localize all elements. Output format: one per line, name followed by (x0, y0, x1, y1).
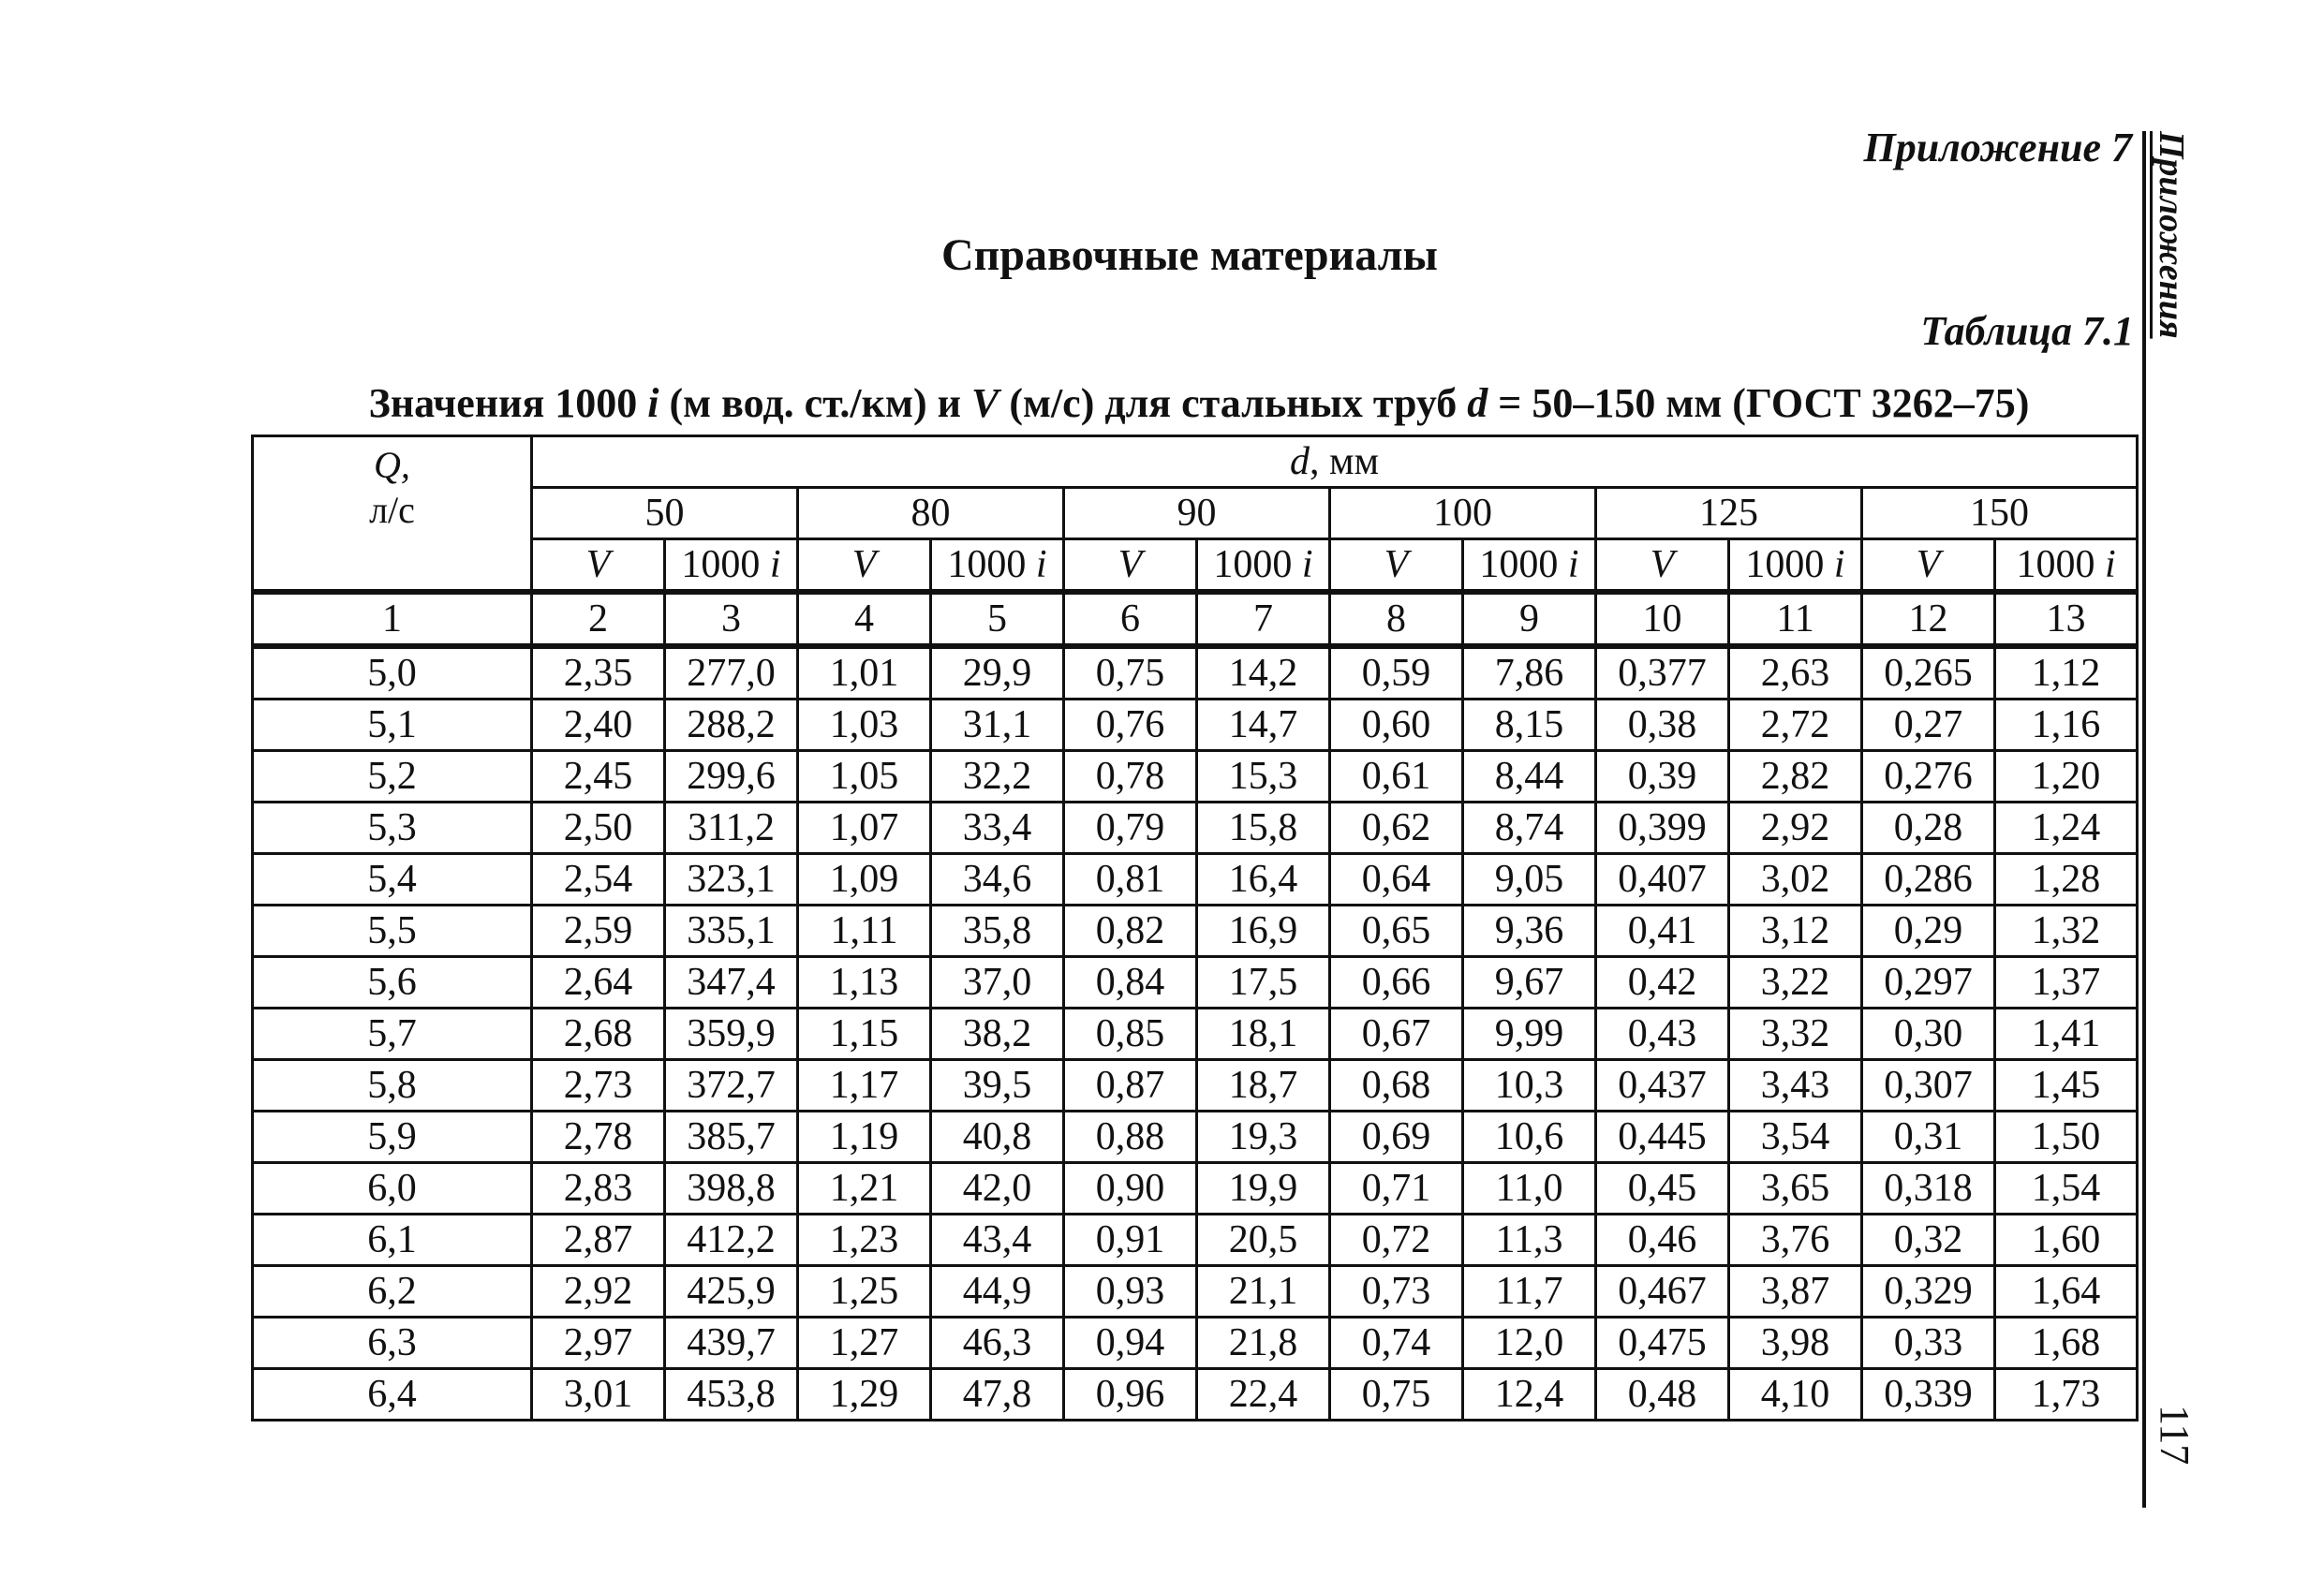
velocity-header: V (1862, 539, 1995, 593)
table-cell: 1,17 (798, 1060, 931, 1112)
table-cell: 0,265 (1862, 646, 1995, 700)
table-cell: 0,28 (1862, 803, 1995, 854)
caption-d-symbol: d (1467, 380, 1488, 426)
table-cell: 0,45 (1596, 1163, 1729, 1215)
table-row (253, 1369, 2138, 1421)
table-row (253, 1163, 2138, 1215)
table-cell: 0,339 (1862, 1369, 1995, 1421)
table-cell: 372,7 (665, 1060, 798, 1112)
table-cell: 1,32 (1995, 906, 2138, 957)
table-row (253, 1266, 2138, 1318)
column-number: 4 (798, 592, 931, 646)
table-cell: 0,297 (1862, 957, 1995, 1009)
table-cell: 12,4 (1463, 1369, 1596, 1421)
table-cell: 425,9 (665, 1266, 798, 1318)
table-cell: 1,37 (1995, 957, 2138, 1009)
table-cell: 1,21 (798, 1163, 931, 1215)
column-number: 1 (253, 592, 532, 646)
table-cell: 2,78 (532, 1112, 665, 1163)
table-cell: 0,27 (1862, 700, 1995, 751)
table-cell: 0,59 (1330, 646, 1463, 700)
flow-rate-cell: 5,8 (253, 1060, 532, 1112)
table-cell: 1,12 (1995, 646, 2138, 700)
table-cell: 0,42 (1596, 957, 1729, 1009)
head-loss-header: 1000 i (1729, 539, 1862, 593)
table-cell: 47,8 (931, 1369, 1064, 1421)
table-cell: 1,16 (1995, 700, 2138, 751)
table-row (253, 906, 2138, 957)
table-cell: 2,40 (532, 700, 665, 751)
table-cell: 16,9 (1197, 906, 1330, 957)
table-row (253, 1009, 2138, 1060)
table-cell: 299,6 (665, 751, 798, 803)
table-cell: 9,36 (1463, 906, 1596, 957)
flow-rate-cell: 6,0 (253, 1163, 532, 1215)
table-cell: 0,82 (1064, 906, 1197, 957)
table-cell: 0,445 (1596, 1112, 1729, 1163)
table-cell: 0,90 (1064, 1163, 1197, 1215)
table-cell: 0,62 (1330, 803, 1463, 854)
table-cell: 3,54 (1729, 1112, 1862, 1163)
table-cell: 18,7 (1197, 1060, 1330, 1112)
table-row (253, 1112, 2138, 1163)
q-symbol: Q, (374, 444, 410, 486)
table-cell: 2,68 (532, 1009, 665, 1060)
table-cell: 1,01 (798, 646, 931, 700)
head-loss-header: 1000 i (665, 539, 798, 593)
table-cell: 39,5 (931, 1060, 1064, 1112)
table-cell: 0,43 (1596, 1009, 1729, 1060)
table-cell: 17,5 (1197, 957, 1330, 1009)
table-cell: 0,78 (1064, 751, 1197, 803)
table-cell: 33,4 (931, 803, 1064, 854)
flow-rate-cell: 5,1 (253, 700, 532, 751)
table-cell: 15,8 (1197, 803, 1330, 854)
table-label: Таблица 7.1 (1920, 308, 2134, 354)
table-cell: 0,318 (1862, 1163, 1995, 1215)
table-cell: 3,87 (1729, 1266, 1862, 1318)
table-cell: 0,467 (1596, 1266, 1729, 1318)
table-cell: 0,60 (1330, 700, 1463, 751)
column-number: 6 (1064, 592, 1197, 646)
table-cell: 0,307 (1862, 1060, 1995, 1112)
table-cell: 1,50 (1995, 1112, 2138, 1163)
table-cell: 1,05 (798, 751, 931, 803)
table-cell: 2,64 (532, 957, 665, 1009)
table-cell: 3,65 (1729, 1163, 1862, 1215)
head-loss-header: 1000 i (1463, 539, 1596, 593)
flow-rate-cell: 6,4 (253, 1369, 532, 1421)
table-cell: 1,28 (1995, 854, 2138, 906)
table-row (253, 646, 2138, 700)
table-cell: 0,68 (1330, 1060, 1463, 1112)
table-cell: 12,0 (1463, 1318, 1596, 1369)
table-row (253, 700, 2138, 751)
column-number: 2 (532, 592, 665, 646)
table-cell: 1,60 (1995, 1215, 2138, 1266)
table-cell: 1,73 (1995, 1369, 2138, 1421)
flow-rate-cell: 5,6 (253, 957, 532, 1009)
table-cell: 2,83 (532, 1163, 665, 1215)
table-cell: 2,92 (532, 1266, 665, 1318)
table-cell: 20,5 (1197, 1215, 1330, 1266)
head-loss-header: 1000 i (931, 539, 1064, 593)
table-cell: 0,30 (1862, 1009, 1995, 1060)
table-cell: 2,50 (532, 803, 665, 854)
table-cell: 42,0 (931, 1163, 1064, 1215)
table-cell: 1,41 (1995, 1009, 2138, 1060)
table-caption (337, 379, 2061, 427)
table-cell: 35,8 (931, 906, 1064, 957)
table-cell: 9,05 (1463, 854, 1596, 906)
table-cell: 0,81 (1064, 854, 1197, 906)
table-cell: 16,4 (1197, 854, 1330, 906)
table-cell: 1,20 (1995, 751, 2138, 803)
table-cell: 1,09 (798, 854, 931, 906)
table-cell: 359,9 (665, 1009, 798, 1060)
table-cell: 0,276 (1862, 751, 1995, 803)
table-cell: 38,2 (931, 1009, 1064, 1060)
table-cell: 3,98 (1729, 1318, 1862, 1369)
table-cell: 1,29 (798, 1369, 931, 1421)
table-cell: 21,1 (1197, 1266, 1330, 1318)
table-cell: 0,39 (1596, 751, 1729, 803)
table-cell: 18,1 (1197, 1009, 1330, 1060)
table-cell: 1,19 (798, 1112, 931, 1163)
flow-rate-cell: 6,3 (253, 1318, 532, 1369)
table-cell: 1,64 (1995, 1266, 2138, 1318)
table-row (253, 854, 2138, 906)
table-cell: 3,12 (1729, 906, 1862, 957)
table-cell: 0,66 (1330, 957, 1463, 1009)
table-cell: 0,74 (1330, 1318, 1463, 1369)
table-cell: 14,7 (1197, 700, 1330, 751)
caption-part: (м вод. ст./км) и (659, 380, 971, 426)
table-cell: 1,45 (1995, 1060, 2138, 1112)
table-cell: 1,23 (798, 1215, 931, 1266)
table-cell: 11,7 (1463, 1266, 1596, 1318)
table-cell: 22,4 (1197, 1369, 1330, 1421)
flow-rate-cell: 5,7 (253, 1009, 532, 1060)
table-cell: 0,32 (1862, 1215, 1995, 1266)
flow-rate-cell: 5,5 (253, 906, 532, 957)
caption-i-symbol: i (647, 380, 659, 426)
table-cell: 3,32 (1729, 1009, 1862, 1060)
table-cell: 0,88 (1064, 1112, 1197, 1163)
table-cell: 0,96 (1064, 1369, 1197, 1421)
column-number: 3 (665, 592, 798, 646)
table-cell: 0,399 (1596, 803, 1729, 854)
table-cell: 34,6 (931, 854, 1064, 906)
column-number: 10 (1596, 592, 1729, 646)
table-cell: 8,44 (1463, 751, 1596, 803)
table-cell: 2,72 (1729, 700, 1862, 751)
table-cell: 0,329 (1862, 1266, 1995, 1318)
table-cell: 0,91 (1064, 1215, 1197, 1266)
table-cell: 0,84 (1064, 957, 1197, 1009)
section-title: Справочные материалы (940, 230, 1439, 280)
table-cell: 32,2 (931, 751, 1064, 803)
table-cell: 3,43 (1729, 1060, 1862, 1112)
column-number: 7 (1197, 592, 1330, 646)
table-cell: 31,1 (931, 700, 1064, 751)
column-number: 12 (1862, 592, 1995, 646)
table-cell: 323,1 (665, 854, 798, 906)
caption-part: Значения 1000 (368, 380, 648, 426)
caption-v-symbol: V (970, 380, 999, 426)
page-number: 117 (2152, 1405, 2198, 1466)
table-cell: 1,15 (798, 1009, 931, 1060)
table-row (253, 803, 2138, 854)
table-cell: 15,3 (1197, 751, 1330, 803)
table-cell: 44,9 (931, 1266, 1064, 1318)
flow-rate-cell: 6,1 (253, 1215, 532, 1266)
side-rule (2142, 131, 2146, 1508)
table-cell: 2,59 (532, 906, 665, 957)
table-row (253, 957, 2138, 1009)
table-cell: 0,64 (1330, 854, 1463, 906)
table-cell: 2,63 (1729, 646, 1862, 700)
column-number: 11 (1729, 592, 1862, 646)
diameter-cell: 80 (798, 488, 1064, 539)
column-number: 5 (931, 592, 1064, 646)
q-column-header (253, 436, 532, 593)
table-cell: 3,76 (1729, 1215, 1862, 1266)
table-cell: 2,82 (1729, 751, 1862, 803)
pipe-data-table (251, 435, 2139, 1422)
table-cell: 0,87 (1064, 1060, 1197, 1112)
table-cell: 277,0 (665, 646, 798, 700)
table-cell: 3,02 (1729, 854, 1862, 906)
table-cell: 8,15 (1463, 700, 1596, 751)
velocity-header: V (1064, 539, 1197, 593)
table-cell: 3,22 (1729, 957, 1862, 1009)
flow-rate-cell: 5,3 (253, 803, 532, 854)
table-cell: 2,92 (1729, 803, 1862, 854)
table-cell: 11,0 (1463, 1163, 1596, 1215)
table-cell: 0,61 (1330, 751, 1463, 803)
caption-part: (м/с) для стальных труб (999, 380, 1468, 426)
table-cell: 21,8 (1197, 1318, 1330, 1369)
table-cell: 0,76 (1064, 700, 1197, 751)
table-cell: 0,71 (1330, 1163, 1463, 1215)
header-row-v-i (253, 539, 2138, 593)
table-cell: 347,4 (665, 957, 798, 1009)
table-cell: 2,54 (532, 854, 665, 906)
header-row-diameter (253, 436, 2138, 488)
table-cell: 0,475 (1596, 1318, 1729, 1369)
table-cell: 311,2 (665, 803, 798, 854)
table-cell: 0,93 (1064, 1266, 1197, 1318)
head-loss-header: 1000 i (1197, 539, 1330, 593)
table-cell: 9,99 (1463, 1009, 1596, 1060)
table-row (253, 1318, 2138, 1369)
column-number: 9 (1463, 592, 1596, 646)
table-cell: 2,35 (532, 646, 665, 700)
table-cell: 4,10 (1729, 1369, 1862, 1421)
table-cell: 0,72 (1330, 1215, 1463, 1266)
table-cell: 0,41 (1596, 906, 1729, 957)
flow-rate-cell: 6,2 (253, 1266, 532, 1318)
flow-rate-cell: 5,0 (253, 646, 532, 700)
side-section-label: Приложения (2152, 131, 2191, 339)
table-cell: 2,45 (532, 751, 665, 803)
diameter-cell: 90 (1064, 488, 1330, 539)
table-cell: 0,29 (1862, 906, 1995, 957)
table-cell: 439,7 (665, 1318, 798, 1369)
velocity-header: V (798, 539, 931, 593)
table-cell: 9,67 (1463, 957, 1596, 1009)
table-cell: 1,07 (798, 803, 931, 854)
diameter-cell: 50 (532, 488, 798, 539)
table-cell: 0,31 (1862, 1112, 1995, 1163)
diameter-cell: 100 (1330, 488, 1596, 539)
column-number: 13 (1995, 592, 2138, 646)
flow-rate-cell: 5,9 (253, 1112, 532, 1163)
flow-rate-cell: 5,4 (253, 854, 532, 906)
table-cell: 385,7 (665, 1112, 798, 1163)
velocity-header: V (532, 539, 665, 593)
table-cell: 7,86 (1463, 646, 1596, 700)
header-row-column-numbers (253, 592, 2138, 646)
table-cell: 2,87 (532, 1215, 665, 1266)
velocity-header: V (1596, 539, 1729, 593)
table-cell: 0,437 (1596, 1060, 1729, 1112)
table-cell: 19,3 (1197, 1112, 1330, 1163)
table-cell: 1,11 (798, 906, 931, 957)
table-cell: 1,68 (1995, 1318, 2138, 1369)
table-cell: 0,67 (1330, 1009, 1463, 1060)
table-row (253, 1060, 2138, 1112)
table-cell: 19,9 (1197, 1163, 1330, 1215)
table-cell: 453,8 (665, 1369, 798, 1421)
d-unit: , мм (1309, 440, 1380, 483)
table-cell: 1,03 (798, 700, 931, 751)
flow-rate-cell: 5,2 (253, 751, 532, 803)
head-loss-header: 1000 i (1995, 539, 2138, 593)
table-cell: 0,33 (1862, 1318, 1995, 1369)
table-row (253, 1215, 2138, 1266)
table-cell: 14,2 (1197, 646, 1330, 700)
table-cell: 0,65 (1330, 906, 1463, 957)
table-cell: 0,46 (1596, 1215, 1729, 1266)
table-cell: 335,1 (665, 906, 798, 957)
table-cell: 0,48 (1596, 1369, 1729, 1421)
table-cell: 10,6 (1463, 1112, 1596, 1163)
table-cell: 0,286 (1862, 854, 1995, 906)
table-cell: 43,4 (931, 1215, 1064, 1266)
table-cell: 0,73 (1330, 1266, 1463, 1318)
table-cell: 10,3 (1463, 1060, 1596, 1112)
table-cell: 3,01 (532, 1369, 665, 1421)
table-cell: 46,3 (931, 1318, 1064, 1369)
table-cell: 8,74 (1463, 803, 1596, 854)
header-row-diameters (253, 488, 2138, 539)
table-cell: 0,75 (1064, 646, 1197, 700)
d-symbol: d (1289, 440, 1310, 483)
table-cell: 29,9 (931, 646, 1064, 700)
table-cell: 0,85 (1064, 1009, 1197, 1060)
table-cell: 0,75 (1330, 1369, 1463, 1421)
table-cell: 1,54 (1995, 1163, 2138, 1215)
table-cell: 1,24 (1995, 803, 2138, 854)
appendix-label: Приложение 7 (1863, 125, 2132, 170)
table-cell: 0,94 (1064, 1318, 1197, 1369)
q-unit: л/с (369, 489, 415, 531)
table-cell: 37,0 (931, 957, 1064, 1009)
table-cell: 2,73 (532, 1060, 665, 1112)
table-cell: 0,377 (1596, 646, 1729, 700)
table-cell: 0,407 (1596, 854, 1729, 906)
diameter-cell: 150 (1862, 488, 2138, 539)
table-cell: 1,13 (798, 957, 931, 1009)
diameter-header (532, 436, 2138, 488)
table-cell: 0,79 (1064, 803, 1197, 854)
table-row (253, 751, 2138, 803)
table-cell: 412,2 (665, 1215, 798, 1266)
table-cell: 0,38 (1596, 700, 1729, 751)
diameter-cell: 125 (1596, 488, 1862, 539)
table-cell: 288,2 (665, 700, 798, 751)
table-cell: 2,97 (532, 1318, 665, 1369)
table-cell: 1,27 (798, 1318, 931, 1369)
velocity-header: V (1330, 539, 1463, 593)
table-cell: 0,69 (1330, 1112, 1463, 1163)
table-cell: 40,8 (931, 1112, 1064, 1163)
caption-part: = 50–150 мм (ГОСТ 3262–75) (1488, 380, 2030, 426)
table-cell: 11,3 (1463, 1215, 1596, 1266)
column-number: 8 (1330, 592, 1463, 646)
table-cell: 1,25 (798, 1266, 931, 1318)
table-cell: 398,8 (665, 1163, 798, 1215)
